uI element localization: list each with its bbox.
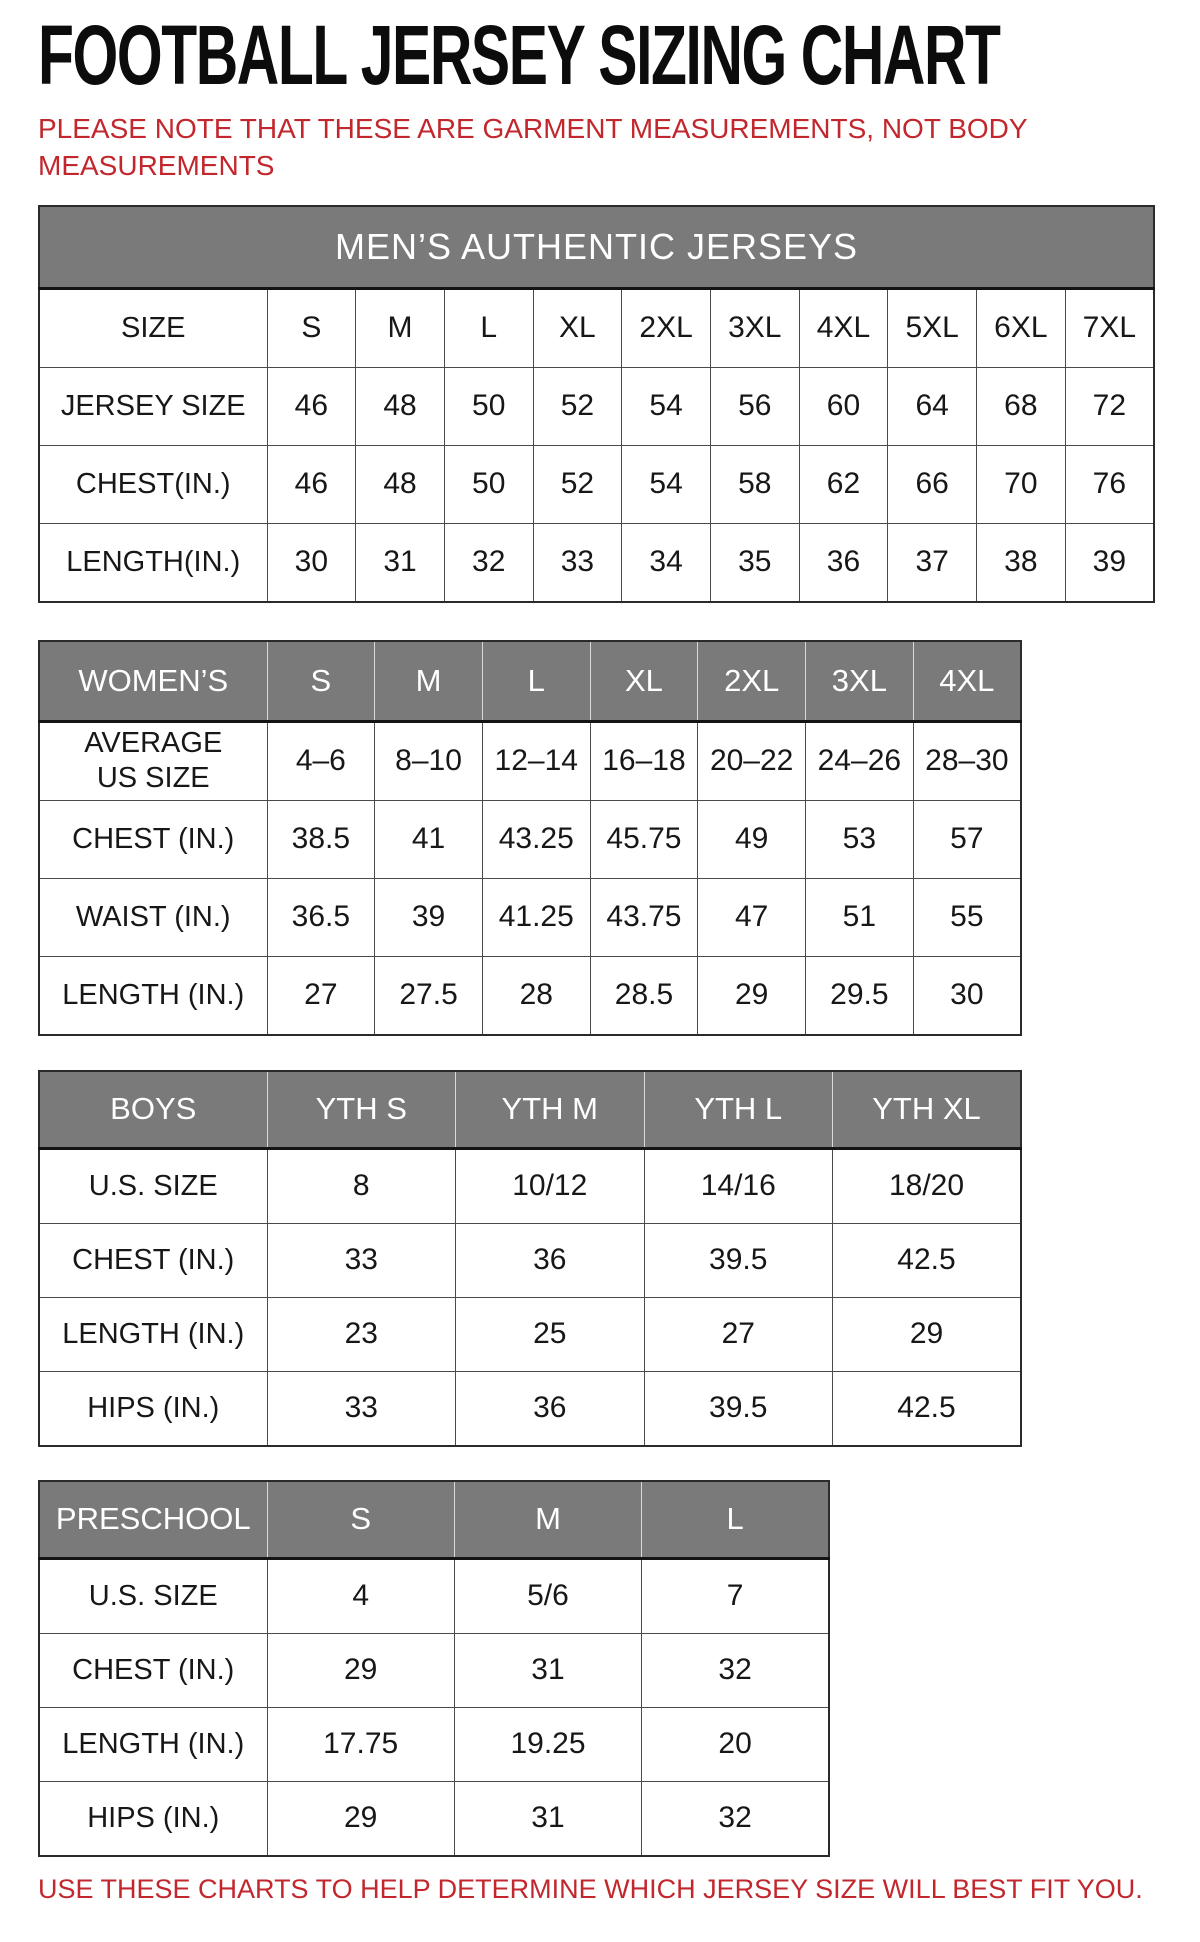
womens-cell: 20–22 <box>698 721 806 800</box>
label-line: CHEST (IN.) <box>72 1653 235 1686</box>
boys-row-label <box>39 1297 267 1371</box>
preschool-col-header-3: L <box>642 1481 829 1559</box>
boys-cell: 36 <box>456 1223 645 1297</box>
preschool-cell: 5/6 <box>454 1558 641 1633</box>
mens-cell: L <box>444 288 533 367</box>
womens-cell: 12–14 <box>482 721 590 800</box>
mens-row-1 <box>39 288 1154 367</box>
mens-cell: 2XL <box>622 288 711 367</box>
label-line: LENGTH (IN.) <box>62 978 245 1011</box>
mens-cell: 56 <box>710 367 799 445</box>
mens-cell: 5XL <box>888 288 977 367</box>
preschool-col-header-1: S <box>267 1481 454 1559</box>
page-title-text: FOOTBALL JERSEY SIZING CHART <box>38 8 1000 102</box>
boys-cell: 36 <box>456 1371 645 1446</box>
womens-cell: 27.5 <box>375 956 483 1035</box>
preschool-row-label-text <box>42 1579 265 1614</box>
boys-table <box>38 1070 1022 1447</box>
mens-table <box>38 205 1155 603</box>
womens-cell: 55 <box>913 878 1021 956</box>
mens-cell: 31 <box>356 523 445 602</box>
preschool-col-header-2: M <box>454 1481 641 1559</box>
womens-cell: 4–6 <box>267 721 375 800</box>
mens-cell: 52 <box>533 367 622 445</box>
mens-row-label-text <box>42 389 265 424</box>
label-line: AVERAGE <box>84 726 223 759</box>
mens-cell: 35 <box>710 523 799 602</box>
womens-col-header-7: 4XL <box>913 641 1021 722</box>
boys-col-header-3: YTH L <box>644 1071 833 1149</box>
mens-cell: 33 <box>533 523 622 602</box>
womens-cell: 30 <box>913 956 1021 1035</box>
label-line: HIPS (IN.) <box>87 1801 220 1834</box>
womens-cell: 39 <box>375 878 483 956</box>
mens-cell: 3XL <box>710 288 799 367</box>
boys-row-label <box>39 1223 267 1297</box>
boys-row-label-text <box>42 1317 265 1352</box>
preschool-cell: 32 <box>642 1633 829 1707</box>
boys-cell: 14/16 <box>644 1148 833 1223</box>
boys-row-label-text <box>42 1391 265 1426</box>
preschool-row-label <box>39 1707 267 1781</box>
womens-cell: 28 <box>482 956 590 1035</box>
preschool-row-4 <box>39 1781 829 1856</box>
mens-row-label <box>39 288 267 367</box>
mens-cell: 70 <box>977 445 1066 523</box>
label-line: U.S. SIZE <box>88 1169 218 1202</box>
boys-col-header-2: YTH M <box>456 1071 645 1149</box>
mens-cell: S <box>267 288 356 367</box>
womens-row-label-text <box>42 900 265 935</box>
womens-cell: 28.5 <box>590 956 698 1035</box>
mens-cell: 38 <box>977 523 1066 602</box>
preschool-cell: 29 <box>267 1633 454 1707</box>
womens-cell: 41.25 <box>482 878 590 956</box>
womens-col-header-2: M <box>375 641 483 722</box>
boys-row-4 <box>39 1371 1021 1446</box>
womens-header-row <box>39 641 1021 722</box>
womens-row-label <box>39 956 267 1035</box>
boys-cell: 27 <box>644 1297 833 1371</box>
preschool-cell: 20 <box>642 1707 829 1781</box>
boys-row-label-text <box>42 1169 265 1204</box>
label-line: U.S. SIZE <box>88 1579 218 1612</box>
boys-cell: 42.5 <box>833 1223 1022 1297</box>
mens-cell: 62 <box>799 445 888 523</box>
boys-cell: 25 <box>456 1297 645 1371</box>
label-line: CHEST (IN.) <box>72 1243 235 1276</box>
womens-cell: 41 <box>375 800 483 878</box>
womens-col-header-1: S <box>267 641 375 722</box>
boys-col-header-1: YTH S <box>267 1071 456 1149</box>
preschool-table <box>38 1480 830 1857</box>
womens-cell: 29 <box>698 956 806 1035</box>
fit-advice-note: USE THESE CHARTS TO HELP DETERMINE WHICH JERSEY SIZE WILL BEST FIT YOU. <box>38 1873 1143 1904</box>
mens-cell: 48 <box>356 445 445 523</box>
boys-row-label-text <box>42 1243 265 1278</box>
mens-cell: 64 <box>888 367 977 445</box>
mens-cell: 50 <box>444 445 533 523</box>
womens-row-label-text <box>42 978 265 1013</box>
mens-cell: 32 <box>444 523 533 602</box>
mens-cell: 6XL <box>977 288 1066 367</box>
mens-cell: 7XL <box>1065 288 1154 367</box>
mens-cell: 52 <box>533 445 622 523</box>
boys-row-1 <box>39 1148 1021 1223</box>
mens-cell: M <box>356 288 445 367</box>
page-title <box>38 8 1162 102</box>
womens-cell: 45.75 <box>590 800 698 878</box>
mens-row-label <box>39 523 267 602</box>
preschool-row-label <box>39 1558 267 1633</box>
boys-cell: 39.5 <box>644 1371 833 1446</box>
womens-row-label <box>39 800 267 878</box>
womens-cell: 24–26 <box>806 721 914 800</box>
mens-cell: 66 <box>888 445 977 523</box>
preschool-row-label-text <box>42 1727 265 1762</box>
womens-cell: 43.75 <box>590 878 698 956</box>
boys-cell: 8 <box>267 1148 456 1223</box>
womens-col-header-6: 3XL <box>806 641 914 722</box>
mens-cell: 37 <box>888 523 977 602</box>
womens-cell: 16–18 <box>590 721 698 800</box>
boys-header-row <box>39 1071 1021 1149</box>
womens-cell: 47 <box>698 878 806 956</box>
mens-table-title: MEN’S AUTHENTIC JERSEYS <box>39 206 1154 289</box>
preschool-row-1 <box>39 1558 829 1633</box>
womens-row-4 <box>39 956 1021 1035</box>
womens-cell: 51 <box>806 878 914 956</box>
boys-cell: 23 <box>267 1297 456 1371</box>
mens-cell: 50 <box>444 367 533 445</box>
mens-cell: 76 <box>1065 445 1154 523</box>
mens-cell: 30 <box>267 523 356 602</box>
label-line: SIZE <box>121 311 186 344</box>
preschool-header-label: PRESCHOOL <box>39 1481 267 1559</box>
preschool-row-label-text <box>42 1801 265 1836</box>
mens-cell: 46 <box>267 445 356 523</box>
womens-col-header-3: L <box>482 641 590 722</box>
label-line: LENGTH(IN.) <box>66 545 241 578</box>
preschool-cell: 29 <box>267 1781 454 1856</box>
mens-header-row <box>39 206 1154 289</box>
womens-cell: 36.5 <box>267 878 375 956</box>
mens-row-2 <box>39 367 1154 445</box>
label-line: US SIZE <box>96 762 210 795</box>
boys-cell: 29 <box>833 1297 1022 1371</box>
preschool-cell: 7 <box>642 1558 829 1633</box>
preschool-row-2 <box>39 1633 829 1707</box>
mens-row-3 <box>39 445 1154 523</box>
boys-col-header-4: YTH XL <box>833 1071 1022 1149</box>
womens-cell: 57 <box>913 800 1021 878</box>
boys-cell: 10/12 <box>456 1148 645 1223</box>
size-tables-container <box>38 205 1162 1857</box>
mens-cell: 58 <box>710 445 799 523</box>
preschool-row-label-text <box>42 1653 265 1688</box>
womens-col-header-5: 2XL <box>698 641 806 722</box>
mens-cell: 39 <box>1065 523 1154 602</box>
label-line: JERSEY SIZE <box>60 389 246 422</box>
label-line: WAIST (IN.) <box>75 900 231 933</box>
mens-row-label-text <box>42 545 265 580</box>
preschool-cell: 4 <box>267 1558 454 1633</box>
label-line: CHEST (IN.) <box>72 822 235 855</box>
mens-cell: 60 <box>799 367 888 445</box>
preschool-cell: 17.75 <box>267 1707 454 1781</box>
mens-cell: 68 <box>977 367 1066 445</box>
mens-cell: 36 <box>799 523 888 602</box>
label-line: CHEST(IN.) <box>75 467 231 500</box>
womens-cell: 49 <box>698 800 806 878</box>
boys-row-label <box>39 1148 267 1223</box>
mens-row-label <box>39 367 267 445</box>
mens-cell: XL <box>533 288 622 367</box>
womens-cell: 43.25 <box>482 800 590 878</box>
mens-cell: 46 <box>267 367 356 445</box>
womens-table <box>38 640 1022 1036</box>
preschool-cell: 19.25 <box>454 1707 641 1781</box>
garment-measurements-note <box>38 110 1162 185</box>
mens-cell: 4XL <box>799 288 888 367</box>
womens-cell: 28–30 <box>913 721 1021 800</box>
womens-col-header-4: XL <box>590 641 698 722</box>
label-line: LENGTH (IN.) <box>62 1727 245 1760</box>
mens-cell: 48 <box>356 367 445 445</box>
womens-row-label-text <box>42 726 265 797</box>
preschool-cell: 32 <box>642 1781 829 1856</box>
preschool-row-label <box>39 1633 267 1707</box>
boys-cell: 33 <box>267 1223 456 1297</box>
mens-cell: 54 <box>622 445 711 523</box>
boys-cell: 39.5 <box>644 1223 833 1297</box>
womens-row-2 <box>39 800 1021 878</box>
womens-header-label: WOMEN’S <box>39 641 267 722</box>
label-line: LENGTH (IN.) <box>62 1317 245 1350</box>
boys-cell: 42.5 <box>833 1371 1022 1446</box>
womens-cell: 53 <box>806 800 914 878</box>
mens-cell: 34 <box>622 523 711 602</box>
boys-row-3 <box>39 1297 1021 1371</box>
boys-cell: 18/20 <box>833 1148 1022 1223</box>
mens-row-label-text <box>42 467 265 502</box>
womens-row-3 <box>39 878 1021 956</box>
preschool-row-label <box>39 1781 267 1856</box>
womens-cell: 38.5 <box>267 800 375 878</box>
boys-cell: 33 <box>267 1371 456 1446</box>
womens-row-label <box>39 878 267 956</box>
mens-cell: 72 <box>1065 367 1154 445</box>
mens-cell: 54 <box>622 367 711 445</box>
womens-cell: 27 <box>267 956 375 1035</box>
preschool-cell: 31 <box>454 1781 641 1856</box>
womens-cell: 8–10 <box>375 721 483 800</box>
preschool-cell: 31 <box>454 1633 641 1707</box>
boys-row-2 <box>39 1223 1021 1297</box>
womens-row-label <box>39 721 267 800</box>
label-line: HIPS (IN.) <box>87 1391 220 1424</box>
mens-row-label <box>39 445 267 523</box>
womens-row-label-text <box>42 822 265 857</box>
boys-row-label <box>39 1371 267 1446</box>
preschool-row-3 <box>39 1707 829 1781</box>
garment-note-line-2: MEASUREMENTS <box>38 150 275 182</box>
womens-cell: 29.5 <box>806 956 914 1035</box>
preschool-header-row <box>39 1481 829 1559</box>
boys-header-label: BOYS <box>39 1071 267 1149</box>
mens-row-4 <box>39 523 1154 602</box>
mens-row-label-text <box>42 311 265 346</box>
womens-row-1 <box>39 721 1021 800</box>
garment-note-line-1: PLEASE NOTE THAT THESE ARE GARMENT MEASUREMENTS, NOT BODY <box>38 112 1028 144</box>
